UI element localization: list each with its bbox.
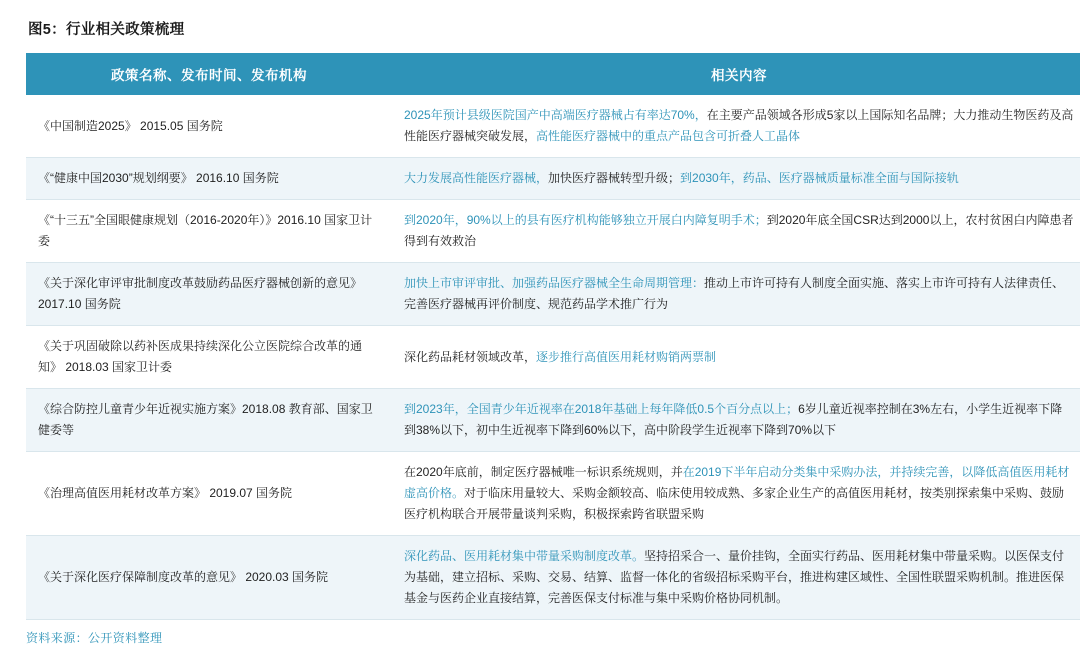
body-text: 加快医疗器械转型升级； (548, 171, 681, 185)
table-row (26, 200, 1080, 263)
highlighted-text: 到2030年，药品、医疗器械质量标准全面与国际接轨 (680, 171, 959, 185)
body-text: 6岁儿童近视率控制在3%左右，小学生近视率下降到38%以下，初中生近视率下降到60%以下，高中阶段学生近视率下降到70%以下 (404, 402, 1063, 437)
policy-name-cell: 《治理高值医用耗材改革方案》 2019.07 国务院 (26, 452, 392, 536)
policy-name-cell: 《关于深化医疗保障制度改革的意见》 2020.03 国务院 (26, 536, 392, 620)
highlighted-text: 在2019下半年启动分类集中采购办法，并持续完善，以降低高值医用耗材虚高价格。 (404, 465, 1070, 500)
policy-content-cell (392, 452, 1080, 536)
policy-content-cell (392, 389, 1080, 452)
highlighted-text: 到2023年，全国青少年近视率在2018年基础上每年降低0.5个百分点以上； (404, 402, 799, 416)
highlighted-text: 加快上市审评审批、加强药品医疗器械全生命周期管理： (404, 276, 705, 290)
body-text: 推动上市许可持有人制度全面实施、落实上市许可持有人法律责任、完善医疗器械再评价制度、规范药品学术推广行为 (404, 276, 1065, 311)
policy-name-cell: 《关于深化审评审批制度改革鼓励药品医疗器械创新的意见》2017.10 国务院 (26, 263, 392, 326)
policy-content-cell (392, 200, 1080, 263)
highlighted-text: 逐步推行高值医用耗材购销两票制 (536, 349, 717, 364)
body-text: 在主要产品领域各形成5家以上国际知名品牌；大力推动生物医药及高性能医疗器械突破发展， (404, 108, 1074, 143)
column-header-content: 相关内容 (392, 53, 1080, 95)
table-row (26, 452, 1080, 536)
policy-name-cell: 《中国制造2025》 2015.05 国务院 (26, 95, 392, 158)
highlighted-text: 大力发展高性能医疗器械， (404, 171, 549, 185)
table-row (26, 389, 1080, 452)
policy-name-cell: 《综合防控儿童青少年近视实施方案》2018.08 教育部、国家卫健委等 (26, 389, 392, 452)
table-header (26, 53, 1080, 95)
body-text: 在2020年底前，制定医疗器械唯一标识系统规则，并 (404, 465, 683, 479)
highlighted-text: 深化药品、医用耗材集中带量采购制度改革。 (404, 549, 645, 563)
policy-content-cell (392, 326, 1080, 389)
column-header-policy-name: 政策名称、发布时间、发布机构 (26, 53, 392, 95)
body-text: 到2020年底全国CSR达到2000以上，农村贫困白内障患者得到有效救治 (404, 213, 1074, 248)
highlighted-text: 到2020年，90%以上的县有医疗机构能够独立开展白内障复明手术； (404, 213, 767, 227)
table-row (26, 95, 1080, 158)
policy-content-cell (392, 263, 1080, 326)
source-note: 资料来源：公开资料整理 (26, 631, 163, 645)
table-row (26, 158, 1080, 200)
table-body (26, 95, 1080, 620)
body-text: 对于临床用量较大、采购金额较高、临床使用较成熟、多家企业生产的高值医用耗材，按类别探索集中采购、鼓励医疗机构联合开展带量谈判采购，积极探索跨省联盟采购 (404, 486, 1065, 521)
page-title: 图5：行业相关政策梳理 (28, 22, 185, 38)
table-row (26, 263, 1080, 326)
table-row (26, 536, 1080, 620)
policy-content-cell (392, 158, 1080, 200)
policy-name-cell: 《关于巩固破除以药补医成果持续深化公立医院综合改革的通知》 2018.03 国家卫计委 (26, 326, 392, 389)
policy-name-cell: 《“健康中国2030”规划纲要》 2016.10 国务院 (26, 158, 392, 200)
body-text: 坚持招采合一、量价挂钩，全面实行药品、医用耗材集中带量采购。以医保支付为基础，建立招标、采购、交易、结算、监督一体化的省级招标采购平台，推进构建区域性、全国性联盟采购机制。推进医保基金与医药企业直接结算，完善医保支付标准与集中采购价格协同机制。 (404, 549, 1065, 605)
table-header-row (26, 53, 1080, 95)
highlighted-text: 高性能医疗器械中的重点产品包含可折叠人工晶体 (536, 129, 801, 143)
policy-content-cell (392, 536, 1080, 620)
table-row (26, 326, 1080, 389)
policy-table (26, 53, 1080, 620)
policy-content-cell (392, 95, 1080, 158)
body-text: 深化药品耗材领域改革， (404, 349, 537, 364)
policy-name-cell: 《“十三五”全国眼健康规划（2016-2020年）》2016.10 国家卫计委 (26, 200, 392, 263)
highlighted-text: 2025年预计县级医院国产中高端医疗器械占有率达70%， (404, 108, 707, 122)
